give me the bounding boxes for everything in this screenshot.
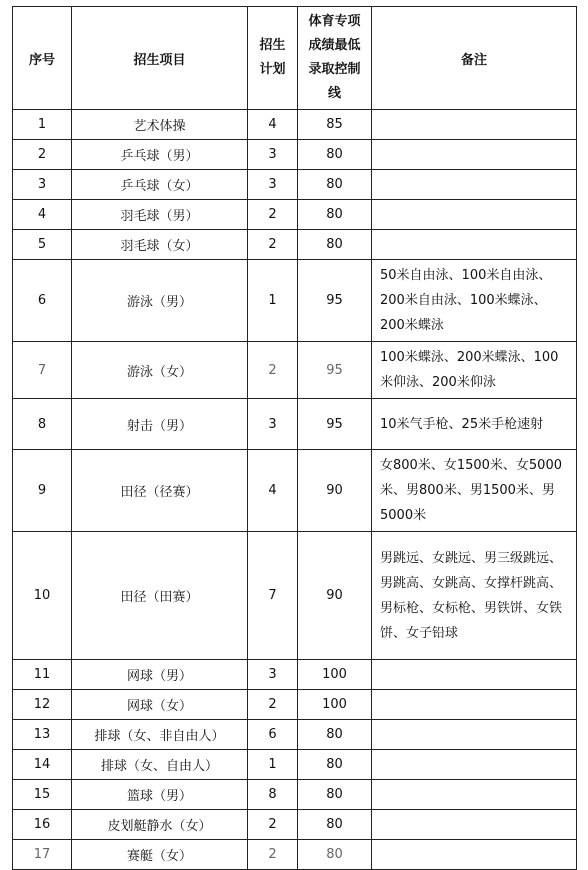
header-score-line: 录取控制 <box>308 62 361 77</box>
cell-score: 95 <box>298 399 372 450</box>
cell-project: 田径（径赛） <box>72 450 248 532</box>
cell-project: 网球（女） <box>72 690 248 720</box>
cell-plan: 6 <box>248 720 298 750</box>
header-seq: 序号 <box>13 7 72 110</box>
cell-seq: 8 <box>13 399 72 450</box>
cell-score: 90 <box>298 450 372 532</box>
table-row <box>13 750 577 780</box>
admission-table-container <box>12 6 577 870</box>
cell-project: 羽毛球（女） <box>72 230 248 260</box>
cell-score: 100 <box>298 660 372 690</box>
admission-table <box>12 6 577 870</box>
cell-seq: 15 <box>13 780 72 810</box>
cell-note: 100米蝶泳、200米蝶泳、100米仰泳、200米仰泳 <box>372 342 577 399</box>
cell-note <box>372 840 577 870</box>
table-row <box>13 840 577 870</box>
table-row <box>13 399 577 450</box>
cell-plan: 3 <box>248 399 298 450</box>
cell-note <box>372 720 577 750</box>
cell-score: 80 <box>298 720 372 750</box>
cell-score: 80 <box>298 750 372 780</box>
cell-score: 90 <box>298 532 372 660</box>
cell-note <box>372 200 577 230</box>
cell-score: 95 <box>298 342 372 399</box>
cell-seq: 14 <box>13 750 72 780</box>
cell-note: 女800米、女1500米、女5000米、男800米、男1500米、男5000米 <box>372 450 577 532</box>
cell-seq: 5 <box>13 230 72 260</box>
cell-seq: 12 <box>13 690 72 720</box>
cell-project: 皮划艇静水（女） <box>72 810 248 840</box>
cell-plan: 3 <box>248 660 298 690</box>
table-row <box>13 110 577 140</box>
cell-seq: 4 <box>13 200 72 230</box>
cell-project: 乒乓球（男） <box>72 140 248 170</box>
table-row <box>13 780 577 810</box>
cell-score: 80 <box>298 170 372 200</box>
cell-seq: 11 <box>13 660 72 690</box>
cell-plan: 2 <box>248 690 298 720</box>
cell-project: 艺术体操 <box>72 110 248 140</box>
table-body <box>13 110 577 870</box>
table-row <box>13 810 577 840</box>
cell-note <box>372 750 577 780</box>
cell-note <box>372 660 577 690</box>
cell-seq: 3 <box>13 170 72 200</box>
cell-seq: 1 <box>13 110 72 140</box>
cell-note <box>372 140 577 170</box>
header-project: 招生项目 <box>72 7 248 110</box>
cell-score: 80 <box>298 780 372 810</box>
cell-project: 篮球（男） <box>72 780 248 810</box>
table-row <box>13 260 577 342</box>
cell-seq: 10 <box>13 532 72 660</box>
cell-note <box>372 780 577 810</box>
header-score-line: 线 <box>327 86 341 101</box>
cell-plan: 2 <box>248 200 298 230</box>
cell-plan: 3 <box>248 140 298 170</box>
cell-plan: 2 <box>248 840 298 870</box>
cell-seq: 16 <box>13 810 72 840</box>
cell-plan: 1 <box>248 750 298 780</box>
cell-project: 排球（女、非自由人） <box>72 720 248 750</box>
header-score-line: 成绩最低 <box>308 38 361 53</box>
cell-note: 男跳远、女跳远、男三级跳远、男跳高、女跳高、女撑杆跳高、男标枪、女标枪、男铁饼、女铁饼、女子铅球 <box>372 532 577 660</box>
cell-note: 50米自由泳、100米自由泳、200米自由泳、100米蝶泳、200米蝶泳 <box>372 260 577 342</box>
cell-note <box>372 110 577 140</box>
cell-project: 乒乓球（女） <box>72 170 248 200</box>
cell-seq: 17 <box>13 840 72 870</box>
cell-plan: 2 <box>248 230 298 260</box>
cell-project: 网球（男） <box>72 660 248 690</box>
cell-project: 赛艇（女） <box>72 840 248 870</box>
cell-score: 80 <box>298 140 372 170</box>
cell-score: 85 <box>298 110 372 140</box>
table-row <box>13 200 577 230</box>
cell-note <box>372 690 577 720</box>
cell-project: 排球（女、自由人） <box>72 750 248 780</box>
cell-project: 游泳（男） <box>72 260 248 342</box>
cell-seq: 6 <box>13 260 72 342</box>
header-plan <box>248 7 298 110</box>
header-score-line: 体育专项 <box>308 14 361 29</box>
cell-project: 射击（男） <box>72 399 248 450</box>
cell-seq: 7 <box>13 342 72 399</box>
cell-score: 80 <box>298 840 372 870</box>
header-plan-line: 招生 <box>259 38 286 53</box>
cell-score: 80 <box>298 810 372 840</box>
cell-seq: 9 <box>13 450 72 532</box>
table-row <box>13 532 577 660</box>
table-row <box>13 342 577 399</box>
cell-plan: 4 <box>248 450 298 532</box>
table-row <box>13 140 577 170</box>
cell-seq: 2 <box>13 140 72 170</box>
cell-plan: 2 <box>248 342 298 399</box>
cell-plan: 2 <box>248 810 298 840</box>
cell-project: 游泳（女） <box>72 342 248 399</box>
header-note: 备注 <box>372 7 577 110</box>
table-row <box>13 660 577 690</box>
table-row <box>13 690 577 720</box>
cell-plan: 7 <box>248 532 298 660</box>
table-row <box>13 230 577 260</box>
table-row <box>13 170 577 200</box>
cell-seq: 13 <box>13 720 72 750</box>
cell-note <box>372 170 577 200</box>
table-row <box>13 720 577 750</box>
table-row <box>13 450 577 532</box>
cell-plan: 4 <box>248 110 298 140</box>
header-plan-line: 计划 <box>259 62 286 77</box>
cell-plan: 8 <box>248 780 298 810</box>
cell-score: 80 <box>298 200 372 230</box>
cell-note: 10米气手枪、25米手枪速射 <box>372 399 577 450</box>
cell-score: 80 <box>298 230 372 260</box>
cell-score: 100 <box>298 690 372 720</box>
cell-note <box>372 230 577 260</box>
cell-project: 羽毛球（男） <box>72 200 248 230</box>
cell-plan: 3 <box>248 170 298 200</box>
cell-note <box>372 810 577 840</box>
cell-score: 95 <box>298 260 372 342</box>
header-row <box>13 7 577 110</box>
cell-project: 田径（田赛） <box>72 532 248 660</box>
header-score <box>298 7 372 110</box>
cell-plan: 1 <box>248 260 298 342</box>
